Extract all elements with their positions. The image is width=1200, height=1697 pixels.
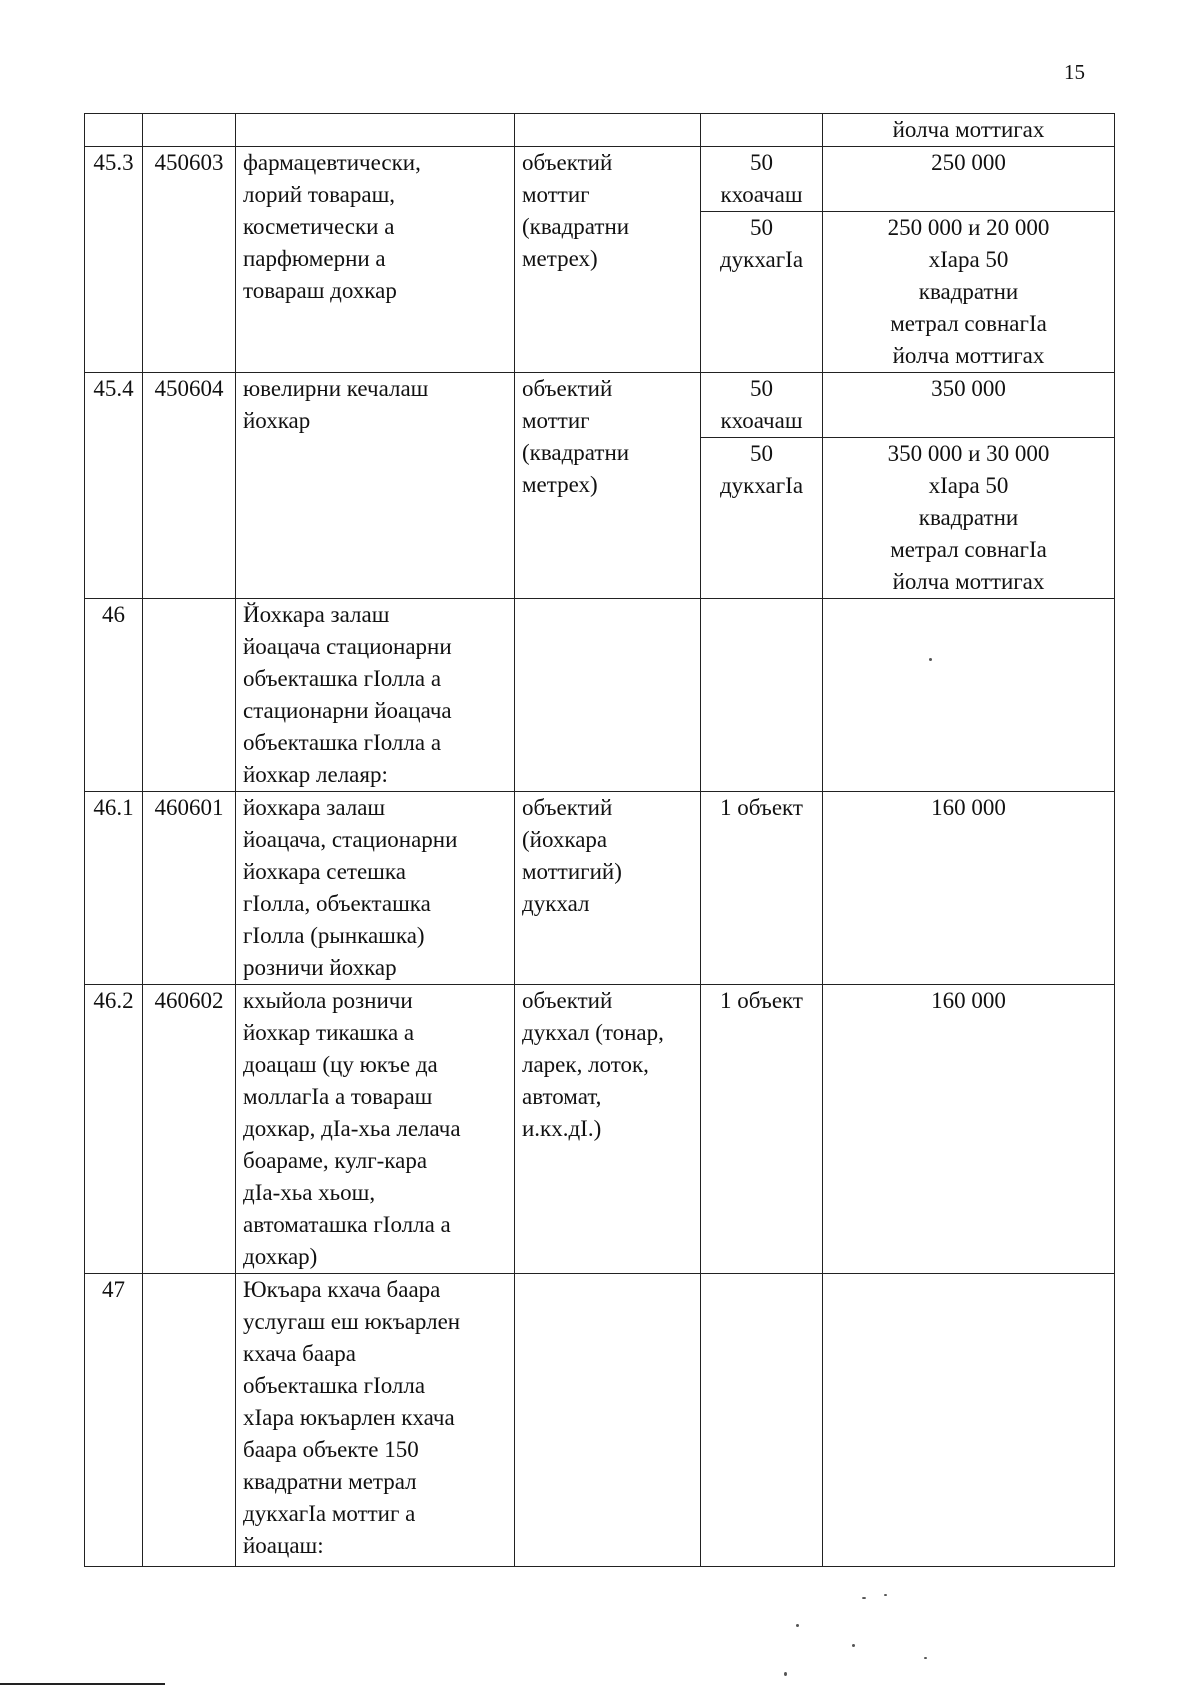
row-description: ювелирни кечалаш йохкар — [236, 373, 515, 599]
row-number: 45.4 — [85, 373, 143, 599]
row-value: 350 000 и 30 000 хIара 50 квадратни метрал совнагIа йолча моттигах — [823, 438, 1115, 599]
table-row — [85, 147, 1115, 212]
tariff-table — [84, 113, 1115, 1567]
row-code: 450604 — [143, 373, 236, 599]
row-quantity: 50 кхоачаш — [701, 147, 823, 212]
scan-speck — [784, 1672, 787, 1676]
row-unit — [515, 114, 701, 147]
row-unit: объектий дукхал (тонар, ларек, лоток, автомат, и.кх.дI.) — [515, 985, 701, 1274]
row-value: 250 000 — [823, 147, 1115, 212]
row-description: кхыйола розничи йохкар тикашка а доацаш (цу юкъе да моллагIа а товараш дохкар, дIа-хьа лелача боараме, кулг-кара дIа-хьа хьош, автоматашка гIолла а дохкар) — [236, 985, 515, 1274]
scan-speck — [924, 1657, 927, 1659]
page-number: 15 — [1064, 60, 1085, 84]
row-quantity: 50 кхоачаш — [701, 373, 823, 438]
row-number: 45.3 — [85, 147, 143, 373]
row-quantity: 50 дукхагIа — [701, 438, 823, 599]
row-value: 160 000 — [823, 985, 1115, 1274]
scan-speck — [884, 1594, 887, 1596]
table-row — [85, 985, 1115, 1274]
row-quantity — [701, 114, 823, 147]
row-value: 250 000 и 20 000 хIара 50 квадратни метрал совнагIа йолча моттигах — [823, 212, 1115, 373]
row-code — [143, 599, 236, 792]
row-quantity — [701, 599, 823, 792]
row-code: 460602 — [143, 985, 236, 1274]
row-value: йолча моттигах — [823, 114, 1115, 147]
row-number: 46 — [85, 599, 143, 792]
row-value: 350 000 — [823, 373, 1115, 438]
row-code — [143, 114, 236, 147]
table-row — [85, 1274, 1115, 1567]
scan-speck — [796, 1624, 799, 1627]
scan-speck — [862, 1597, 866, 1599]
row-description: фармацевтически, лорий товараш, косметически а парфюмерни а товараш дохкар — [236, 147, 515, 373]
row-code: 450603 — [143, 147, 236, 373]
row-number: 47 — [85, 1274, 143, 1567]
row-code: 460601 — [143, 792, 236, 985]
table-row — [85, 114, 1115, 147]
scan-speck — [929, 658, 932, 661]
row-value — [823, 599, 1115, 792]
row-code — [143, 1274, 236, 1567]
row-value: 160 000 — [823, 792, 1115, 985]
row-number: 46.2 — [85, 985, 143, 1274]
row-unit: объектий моттиг (квадратни метрех) — [515, 147, 701, 373]
table-row — [85, 599, 1115, 792]
row-description: Юкъара кхача баара услугаш еш юкъарлен кхача баара объекташка гIолла хIара юкъарлен кхача баара объекте 150 квадратни метрал дукхагIа моттиг а йоацаш: — [236, 1274, 515, 1567]
scan-edge-line — [0, 1683, 165, 1685]
row-value — [823, 1274, 1115, 1567]
row-description: Йохкара залаш йоацача стационарни объекташка гIолла а стационарни йоацача объекташка гIолла а йохкар лелаяр: — [236, 599, 515, 792]
row-description: йохкара залаш йоацача, стационарни йохкара сетешка гIолла, объекташка гIолла (рынкашка) розничи йохкар — [236, 792, 515, 985]
scan-speck — [852, 1644, 855, 1647]
row-unit: объектий (йохкара моттигий) дукхал — [515, 792, 701, 985]
row-quantity: 1 объект — [701, 985, 823, 1274]
row-unit — [515, 599, 701, 792]
row-quantity: 50 дукхагIа — [701, 212, 823, 373]
row-unit: объектий моттиг (квадратни метрех) — [515, 373, 701, 599]
table-row — [85, 792, 1115, 985]
row-quantity: 1 объект — [701, 792, 823, 985]
table-row — [85, 373, 1115, 438]
row-description — [236, 114, 515, 147]
row-unit — [515, 1274, 701, 1567]
row-number: 46.1 — [85, 792, 143, 985]
row-number — [85, 114, 143, 147]
row-quantity — [701, 1274, 823, 1567]
